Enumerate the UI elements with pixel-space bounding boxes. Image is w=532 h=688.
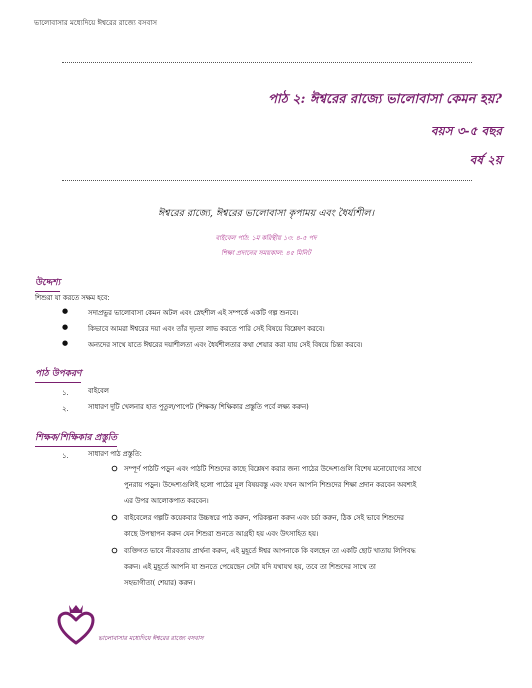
- title-divider: [62, 180, 472, 181]
- material-number: ২.: [62, 405, 69, 413]
- objective-item: সদাপ্রভুর ভালোবাসা কেমন অটল এবং স্নেহশীল এই সম্পর্কে একটি গল্প শুনবে।: [88, 309, 299, 317]
- bullet-icon: ●: [62, 339, 69, 347]
- objectives-intro: শিশুরা যা করতে সক্ষম হবে:: [35, 294, 110, 302]
- preparation-line: বাইবেলের গল্পটি কয়েকবার উচ্চস্বরে পাঠ করুন, পরিকল্পনা করুন এবং চর্চা করুন, ঠিক সেই ভাবে শিশুদের: [124, 514, 404, 522]
- objective-item: অন্যদের সাথে যাতে ঈশ্বরের দয়াশীলতা এবং ধৈর্যশীলতার কথা শেয়ার করা যায় সেই বিষয়ে চিন্তা করবে।: [88, 341, 363, 349]
- preparation-line: করুন। এই মুহূর্তে আপনি যা শুনতে পেয়েছেন সেটা যদি যথাযথ হয়, তবে তা শিশুদের সাথে তা: [124, 563, 376, 571]
- preparation-line: সম্পূর্ণ পাঠটি পড়ুন এবং পাঠটি শিশুদের কাছে বিশ্লেষণ করার জন্য পাঠের উদ্দেশ্যগুলি বিশেষ মনোযোগের সাথে: [124, 465, 422, 473]
- material-item: বাইবেল: [88, 387, 109, 395]
- preparation-line: পুনরায় পড়ুন। উদ্দেশ্যগুলিই হলো পাঠের মূল বিষয়বস্তু এবং যখন আপনি শিশুদের শিক্ষা প্রদান করবেন অবশ্যই: [124, 481, 417, 489]
- objective-item: কিভাবে আমরা ঈশ্বরের দয়া এবং তাঁর দৃঢ়তা লাভ করতে পারি সেই বিষয়ে বিশ্লেষণ করবে।: [88, 325, 325, 333]
- bible-passage: বাইবেল পাঠ: ১ম করিন্থীয় ১৩: ৪-৫ পদ: [215, 234, 317, 242]
- lesson-year: বর্ষ ২য়: [469, 153, 502, 167]
- top-divider: [62, 62, 472, 63]
- material-item: সাধারণ দুটি খেলনার হাত পুতুল/পাপেট (শিক্ষক/ শিক্ষিকার প্রস্তুতি পর্বে লক্ষ্য করুন): [88, 403, 309, 411]
- preparation-line: সহভাগীতা( শেয়ার) করুন।: [124, 579, 196, 587]
- crown-heart-logo-icon: [57, 603, 95, 645]
- bullet-icon: ●: [62, 323, 69, 331]
- running-header: ভালোবাসার মধ্যেদিয়ে ঈশ্বরের রাজ্যে বসবাস: [34, 19, 158, 27]
- footer-text: ভালোবাসার মধ্যেদিয়ে ঈশ্বরের রাজ্যে বসবাস: [98, 635, 204, 642]
- lesson-duration: শিক্ষা প্রদানের সময়কাল: ৪৫ মিনিট: [221, 249, 311, 257]
- lesson-subtitle: ঈশ্বরের রাজ্যে, ঈশ্বরের ভালোবাসা কৃপাময় এবং ধৈর্য্যশীল।: [157, 208, 375, 219]
- preparation-number: ১.: [62, 452, 69, 460]
- preparation-line: এর উপর আলোকপাত করবেন।: [124, 497, 209, 505]
- preparation-label: সাধারণ পাঠ প্রস্তুতি:: [88, 450, 142, 458]
- preparation-heading: শিক্ষক/শিক্ষিকার প্রস্তুতি: [35, 430, 117, 447]
- preparation-line: ব্যক্তিগত ভাবে নীরবতায় প্রার্থনা করুন, এই মুহূর্তে ঈশ্বর আপনাকে কি বলছেন তা একটি ছোট খাতায় লিপিবদ্ধ: [124, 547, 416, 555]
- circle-bullet-icon: [110, 513, 119, 522]
- materials-heading: পাঠ উপকরণ: [35, 366, 81, 383]
- lesson-title: পাঠ ২: ঈশ্বরের রাজ্যে ভালোবাসা কেমন হয়?: [268, 92, 502, 107]
- circle-bullet-icon: [110, 546, 119, 555]
- preparation-line: কাছে উপস্থাপন করুন যেন শিশুরা শুনতে আগ্রহী হয় এবং উৎসাহিত হয়।: [124, 530, 319, 538]
- bullet-icon: ●: [62, 307, 69, 315]
- material-number: ১.: [62, 389, 69, 397]
- lesson-age: বয়স ৩-৫ বছর: [430, 124, 502, 138]
- objectives-heading: উদ্দেশ্য: [35, 275, 60, 292]
- circle-bullet-icon: [110, 464, 119, 473]
